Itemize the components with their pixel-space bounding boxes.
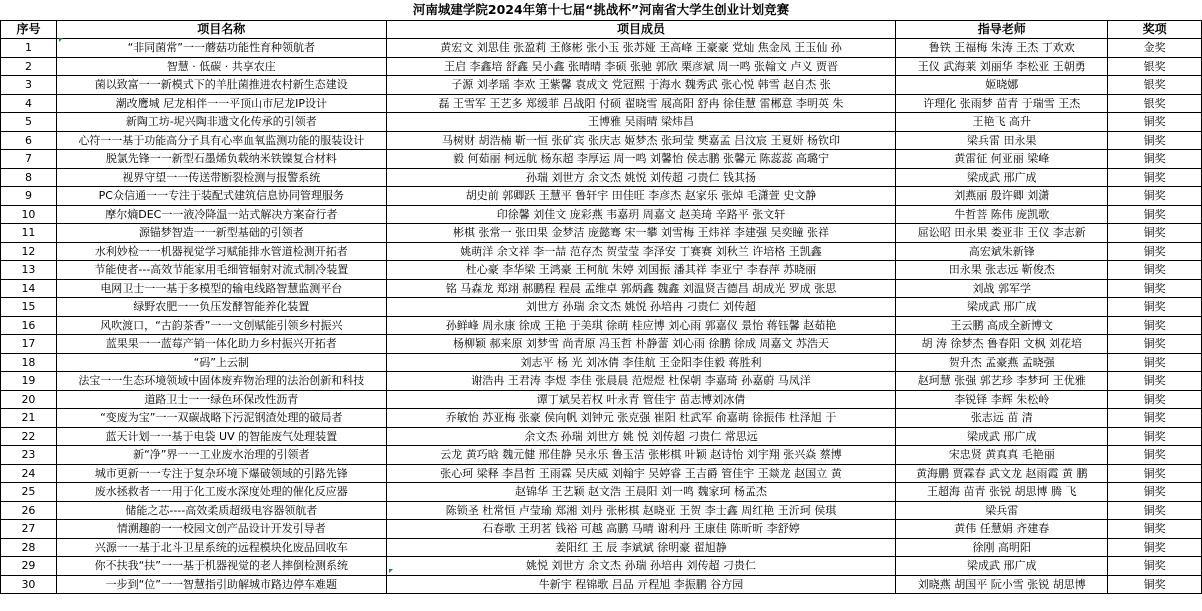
cell-project[interactable]: “变废为宝”一一双碳战略下污泥钢渣处理的破局者 (56, 409, 386, 428)
table-row (1, 464, 1202, 483)
cell-award[interactable]: 铜奖 (1108, 538, 1202, 557)
cell-project[interactable]: “非同菌常”一一蘑菇功能性育种领航者 (56, 39, 386, 58)
cell-no[interactable]: 22 (1, 427, 57, 446)
cell-no[interactable]: 26 (1, 501, 57, 520)
cell-advisors[interactable]: 田永果 张志远 靳俊杰 (896, 261, 1108, 280)
cell-project[interactable]: “码”上云制 (56, 353, 386, 372)
cell-project[interactable]: 风吹渡口，“古韵茶香”一一文创赋能引领乡村振兴 (56, 316, 386, 335)
cell-award[interactable]: 铜奖 (1108, 298, 1202, 317)
cell-award[interactable]: 铜奖 (1108, 168, 1202, 187)
cell-members[interactable]: 孙瑞 刘世方 余文杰 姚悦 刘传超 刁贵仁 钱其扬 (386, 168, 896, 187)
table-row (1, 353, 1202, 372)
cell-advisors[interactable]: 贺升杰 孟豪燕 孟晓强 (896, 353, 1108, 372)
cell-members[interactable]: 毅 何茹丽 柯远航 杨东超 李厚运 周一鸣 刘馨怡 侯志鹏 张馨元 陈蕊蕊 高璐宁 (386, 150, 896, 169)
cell-members[interactable]: 铭 马森龙 郑翊 郝鹏程 程晨 孟维卓 郭炳鑫 魏鑫 刘温贤吉德昌 胡成光 罗成 张思 (386, 279, 896, 298)
cell-award[interactable]: 铜奖 (1108, 372, 1202, 391)
table-row (1, 131, 1202, 150)
cell-members[interactable]: 张心珂 梁释 李昌哲 王雨霖 吴庆威 刘翰宇 吴婷睿 王吉爵 管佳宇 王燚龙 赵国立 黄 (386, 464, 896, 483)
cell-members[interactable]: 石春歌 王玥茗 钱裕 可越 高鹏 马晴 谢利丹 王康佳 陈昕昕 李舒婷 (386, 520, 896, 539)
cell-advisors[interactable]: 屈讼昭 田永果 娄亚非 王仪 李志新 (896, 224, 1108, 243)
table-row (1, 575, 1202, 594)
cell-award[interactable]: 铜奖 (1108, 242, 1202, 261)
cell-no[interactable]: 27 (1, 520, 57, 539)
cell-members[interactable]: 赵锦华 王艺颖 赵文浩 王晨阳 刘一鸣 魏家珂 杨孟杰 (386, 483, 896, 502)
cell-project[interactable]: PC众信通一一专注于装配式建筑信息协同管理服务 (56, 187, 386, 206)
cell-award[interactable]: 铜奖 (1108, 501, 1202, 520)
cell-no[interactable]: 18 (1, 353, 57, 372)
cell-project[interactable]: 智慧 · 低碳 · 共享农庄 (56, 57, 386, 76)
cell-no[interactable]: 21 (1, 409, 57, 428)
cell-members[interactable]: 刘志平 杨 光 刘冰倩 李佳航 王金阳李佳毅 蒋胜利 (386, 353, 896, 372)
header-award: 奖项 (1108, 21, 1202, 39)
cell-award[interactable]: 铜奖 (1108, 205, 1202, 224)
comment-marker (389, 569, 393, 573)
cell-project[interactable]: 你不扶我“扶”一一基于机器视觉的老人摔倒检测系统 (56, 557, 386, 576)
cell-no[interactable]: 19 (1, 372, 57, 391)
cell-award[interactable]: 银奖 (1108, 57, 1202, 76)
table-header-row (1, 21, 1202, 39)
header-no: 序号 (1, 21, 57, 39)
cell-award[interactable]: 铜奖 (1108, 335, 1202, 354)
cell-members[interactable]: 云龙 黄巧晗 魏元健 邢佳静 吴永乐 鲁玉洁 张彬棋 叶颖 赵诗怡 刘宇翔 张兴焱 蔡博 (386, 446, 896, 465)
cell-award[interactable]: 铜奖 (1108, 131, 1202, 150)
cell-members[interactable]: 姚萌洋 余文祥 李一喆 范存杰 贺莹莹 李泽安 丁赛赛 刘秋兰 许培格 王凯鑫 (386, 242, 896, 261)
cell-award[interactable]: 铜奖 (1108, 427, 1202, 446)
table-row (1, 557, 1202, 576)
cell-award[interactable]: 铜奖 (1108, 390, 1202, 409)
cell-project[interactable]: 菌以致富一一新模式下的羊肚菌推进农村新生态建设 (56, 76, 386, 95)
cell-no[interactable]: 15 (1, 298, 57, 317)
table-row (1, 113, 1202, 132)
cell-advisors[interactable]: 牛哲菩 陈伟 庞凯歌 (896, 205, 1108, 224)
cell-award[interactable]: 银奖 (1108, 76, 1202, 95)
cell-members[interactable]: 马树财 胡浩楠 靳一恒 张矿宾 张庆志 姬梦杰 张珂莹 樊嘉孟 吕汶宸 王夏妍 杨钦印 (386, 131, 896, 150)
cell-award[interactable]: 铜奖 (1108, 279, 1202, 298)
cell-project[interactable]: 新“净”界一一工业废水治理的引领者 (56, 446, 386, 465)
cell-project[interactable]: 蓝天计划一一基于电袋 UV 的智能废气处理装置 (56, 427, 386, 446)
table-row (1, 187, 1202, 206)
table-row (1, 261, 1202, 280)
cell-project[interactable]: 兴源一一基于北斗卫星系统的远程模块化废品回收车 (56, 538, 386, 557)
cell-advisors[interactable]: 梁成武 邢广成 (896, 168, 1108, 187)
cell-no[interactable]: 11 (1, 224, 57, 243)
cell-members[interactable]: 杨柳颖 郝来原 刘梦雪 尚青原 冯玉哲 朴静蕾 刘心雨 徐鹏 徐成 周嘉文 苏浩天 (386, 335, 896, 354)
cell-project[interactable]: 废水拯救者一一用于化工废水深度处理的催化反应器 (56, 483, 386, 502)
cell-no[interactable]: 10 (1, 205, 57, 224)
cell-members[interactable]: 孙鲜峰 周永康 徐成 王艳 于美琪 徐萌 桂应博 刘心雨 郭嘉仪 景怡 蒋钰馨 赵茹艳 (386, 316, 896, 335)
table-row (1, 242, 1202, 261)
cell-award[interactable]: 银奖 (1108, 94, 1202, 113)
cell-advisors[interactable]: 刘战 郭军学 (896, 279, 1108, 298)
cell-members[interactable]: 黄宏文 刘思佳 张盈莉 王修彬 张小玉 张苏娅 王高峰 王豪豪 党灿 焦金凤 王玉仙 孙 (386, 39, 896, 58)
cell-no[interactable]: 14 (1, 279, 57, 298)
cell-project[interactable]: 一步到“位”一一智慧指引助解城市路边停车难题 (56, 575, 386, 594)
table-row (1, 335, 1202, 354)
cell-project[interactable]: 情溯趣韵一一校园文创产品设计开发引导者 (56, 520, 386, 539)
table-row (1, 298, 1202, 317)
cell-no[interactable]: 30 (1, 575, 57, 594)
cell-advisors[interactable]: 黄雷征 何亚丽 梁峰 (896, 150, 1108, 169)
cell-advisors[interactable]: 胡 涛 徐梦杰 鲁春阳 文枫 刘花培 (896, 335, 1108, 354)
cell-advisors[interactable]: 刘晓燕 胡国平 阮小雪 张锐 胡思博 (896, 575, 1108, 594)
cell-no[interactable]: 2 (1, 57, 57, 76)
cell-award[interactable]: 铜奖 (1108, 483, 1202, 502)
cell-project[interactable]: 道路卫士一一绿色环保改性沥青 (56, 390, 386, 409)
cell-advisors[interactable]: 徐刚 高明阳 (896, 538, 1108, 557)
cell-project[interactable]: 储能之芯----高效柔质超级电容器领航者 (56, 501, 386, 520)
cell-advisors[interactable]: 李锐铎 李辉 朱松岭 (896, 390, 1108, 409)
cell-project[interactable]: 潮改鹰城 尼龙相伴一一平顶山市尼龙IP设计 (56, 94, 386, 113)
cell-project[interactable]: 心符一一基于功能高分子具有心率血氧监测功能的服装设计 (56, 131, 386, 150)
table-body (1, 39, 1202, 594)
cell-award[interactable]: 铜奖 (1108, 261, 1202, 280)
header-members: 项目成员 (386, 21, 896, 39)
cell-award[interactable]: 金奖 (1108, 39, 1202, 58)
cell-project[interactable]: 源锚梦智造一一新型基础的引领者 (56, 224, 386, 243)
cell-members[interactable]: 乔敏怡 苏亚梅 张豪 侯向帆 刘钟元 张克强 崔阳 杜武军 俞嘉萌 徐振伟 杜泽旭 于 (386, 409, 896, 428)
cell-advisors[interactable]: 王超海 苗青 张锐 胡思博 腾 飞 (896, 483, 1108, 502)
table-row (1, 150, 1202, 169)
cell-project[interactable]: 节能使者---高效节能家用毛细管辐射对流式制冷装置 (56, 261, 386, 280)
cell-advisors[interactable]: 王云鹏 高成全新博文 (896, 316, 1108, 335)
cell-award[interactable]: 铜奖 (1108, 557, 1202, 576)
table-row (1, 39, 1202, 58)
cell-advisors[interactable]: 张志远 苗 清 (896, 409, 1108, 428)
table-row (1, 501, 1202, 520)
cell-members[interactable]: 谢浩冉 王君涛 李煜 李佳 张晨晨 范煜煜 杜保朝 李嘉琦 孙嘉蔚 马凤洋 (386, 372, 896, 391)
cell-project[interactable]: 视界守望一一传送带断裂检测与报警系统 (56, 168, 386, 187)
sheet-title: 河南城建学院2024年第十七届“挑战杯”河南省大学生创业计划竞赛 (412, 2, 790, 17)
cell-no[interactable]: 9 (1, 187, 57, 206)
table-row (1, 279, 1202, 298)
cell-advisors[interactable]: 梁兵雷 田永果 (896, 131, 1108, 150)
cell-advisors[interactable]: 黄伟 任慧娟 齐建春 (896, 520, 1108, 539)
cell-members[interactable]: 磊 王雪军 王艺多 郑缓菲 吕战阳 付硕 翟晓雪 展高阳 舒冉 徐佳慧 雷郴意 李明英 朱 (386, 94, 896, 113)
cell-advisors[interactable]: 王艳飞 高升 (896, 113, 1108, 132)
table-row (1, 520, 1202, 539)
cell-no[interactable]: 5 (1, 113, 57, 132)
cell-members[interactable]: 刘世方 孙瑞 余文杰 姚悦 孙培冉 刁贵仁 刘传超 (386, 298, 896, 317)
cell-advisors[interactable]: 高宏斌朱新锋 (896, 242, 1108, 261)
cell-award[interactable]: 铜奖 (1108, 520, 1202, 539)
cell-advisors[interactable]: 宋忠贤 黄真真 毛艳丽 (896, 446, 1108, 465)
cell-advisors[interactable]: 许理化 张雨梦 苗青 于瑞雪 王杰 (896, 94, 1108, 113)
cell-project[interactable]: 水利妙检一一机器视觉学习赋能排水管道检测开拓者 (56, 242, 386, 261)
cell-award[interactable]: 铜奖 (1108, 575, 1202, 594)
cell-no[interactable]: 13 (1, 261, 57, 280)
cell-no[interactable]: 29 (1, 557, 57, 576)
cell-no[interactable]: 8 (1, 168, 57, 187)
cell-advisors[interactable]: 梁兵雷 (896, 501, 1108, 520)
cell-project[interactable]: 城市更新一一专注于复杂环境下爆破领域的引路先锋 (56, 464, 386, 483)
cell-award[interactable]: 铜奖 (1108, 409, 1202, 428)
cell-no[interactable]: 4 (1, 94, 57, 113)
cell-advisors[interactable]: 赵珂慧 张强 郭艺珍 李梦珂 王优雅 (896, 372, 1108, 391)
cell-award[interactable]: 铜奖 (1108, 224, 1202, 243)
table-row (1, 372, 1202, 391)
table-row (1, 427, 1202, 446)
table-row (1, 76, 1202, 95)
cell-project[interactable]: 蓝果果一一蓝莓产销一体化助力乡村振兴开拓者 (56, 335, 386, 354)
cell-award[interactable]: 铜奖 (1108, 316, 1202, 335)
cell-award[interactable]: 铜奖 (1108, 353, 1202, 372)
cell-members[interactable]: 姚悦 刘世方 余文杰 孙瑞 孙培冉 刘传超 刁贵仁 (386, 557, 896, 576)
cell-members[interactable]: 姜阳红 王 辰 李斌斌 徐明豪 翟旭静 (386, 538, 896, 557)
comment-marker (59, 38, 63, 42)
cell-members[interactable]: 印徐馨 刘佳文 庞彩燕 韦嘉玥 周嘉文 赵美琦 辛路平 张文轩 (386, 205, 896, 224)
table-row (1, 483, 1202, 502)
cell-project[interactable]: 脱氯先锋一一新型石墨烯负载纳米铁镍复合材料 (56, 150, 386, 169)
cell-award[interactable]: 铜奖 (1108, 150, 1202, 169)
cell-no[interactable]: 20 (1, 390, 57, 409)
cell-advisors[interactable]: 姬晓娜 (896, 76, 1108, 95)
cell-no[interactable]: 24 (1, 464, 57, 483)
table-row (1, 57, 1202, 76)
table-row (1, 94, 1202, 113)
cell-members[interactable]: 胡史前 郭卿跃 王慧平 鲁轩宇 田佳旺 李彦杰 赵家乐 张焯 毛潇萱 史文静 (386, 187, 896, 206)
cell-advisors[interactable]: 王仪 武海莱 刘丽华 李松亚 王朝勇 (896, 57, 1108, 76)
table-row (1, 446, 1202, 465)
table-row (1, 390, 1202, 409)
cell-members[interactable]: 子源 刘孝瑶 李欢 王紫馨 袁成文 党冠熙 于海水 魏秀武 张心悦 韩雪 赵自杰 张 (386, 76, 896, 95)
cell-award[interactable]: 铜奖 (1108, 113, 1202, 132)
cell-no[interactable]: 7 (1, 150, 57, 169)
cell-project[interactable]: 电网卫士一一基于多模型的输电线路智慧监测平台 (56, 279, 386, 298)
cell-award[interactable]: 铜奖 (1108, 464, 1202, 483)
cell-project[interactable]: 新陶工坊-坭兴陶非遗文化传承的引领者 (56, 113, 386, 132)
table-row (1, 409, 1202, 428)
cell-advisors[interactable]: 鲁铁 王福梅 朱涛 王杰 丁欢欢 (896, 39, 1108, 58)
cell-no[interactable]: 12 (1, 242, 57, 261)
cell-project[interactable]: 绿野农肥一一负压发酵智能养化装置 (56, 298, 386, 317)
cell-members[interactable]: 谭丁斌吴若权 叶永青 管佳宇 苗志博刘冰倩 (386, 390, 896, 409)
cell-award[interactable]: 铜奖 (1108, 187, 1202, 206)
cell-advisors[interactable]: 刘燕丽 殷许卿 刘潇 (896, 187, 1108, 206)
results-table (0, 20, 1202, 594)
cell-advisors[interactable]: 梁成武 邢广成 (896, 557, 1108, 576)
cell-members[interactable]: 陈锁圣 杜常恒 卢莹瑜 郑湘 刘丹 张彬棋 赵晓亚 王贺 李士鑫 周红艳 王沂珂 侯琪 (386, 501, 896, 520)
cell-members[interactable]: 彬棋 张常一 张田果 金梦洁 庞懿骞 宋一攀 刘雪梅 王炜祥 李建强 吴奕瞳 张祥 (386, 224, 896, 243)
cell-no[interactable]: 17 (1, 335, 57, 354)
table-row (1, 205, 1202, 224)
cell-no[interactable]: 3 (1, 76, 57, 95)
cell-no[interactable]: 25 (1, 483, 57, 502)
cell-award[interactable]: 铜奖 (1108, 446, 1202, 465)
table-row (1, 316, 1202, 335)
cell-members[interactable]: 牛新宇 程锦歌 吕品 亓程旭 李振鹏 谷方园 (386, 575, 896, 594)
cell-no[interactable]: 28 (1, 538, 57, 557)
cell-members[interactable]: 王启 李鑫培 舒鑫 吴小鑫 张晴晴 李硕 张驰 郭欣 栗彦斌 周一鸣 张翰文 卢义 贾晋 (386, 57, 896, 76)
cell-no[interactable]: 6 (1, 131, 57, 150)
cell-advisors[interactable]: 梁成武 邢广成 (896, 427, 1108, 446)
cell-advisors[interactable]: 梁成武 邢广成 (896, 298, 1108, 317)
table-row (1, 224, 1202, 243)
table-row (1, 168, 1202, 187)
cell-members[interactable]: 杜心豪 李华梁 王鸿豪 王柯航 朱婷 刘国振 潘其祥 李亚宁 李春萍 苏晓丽 (386, 261, 896, 280)
header-project: 项目名称 (56, 21, 386, 39)
cell-no[interactable]: 1 (1, 39, 57, 58)
cell-project[interactable]: 法宝一一生态环境领域中固体废弃物治理的法治创新和科技 (56, 372, 386, 391)
header-advisors: 指导老师 (896, 21, 1108, 39)
cell-no[interactable]: 16 (1, 316, 57, 335)
cell-no[interactable]: 23 (1, 446, 57, 465)
table-row (1, 538, 1202, 557)
cell-project[interactable]: 摩尔熵DEC一一液冷降温一站式解决方案奋行者 (56, 205, 386, 224)
cell-advisors[interactable]: 黄海鹏 贾霖春 武文龙 赵雨霞 黄 鹏 (896, 464, 1108, 483)
cell-members[interactable]: 王博雅 吴雨晴 梁炜昌 (386, 113, 896, 132)
cell-members[interactable]: 余文杰 孙瑞 刘世方 姚 悦 刘传超 刁贵仁 常思远 (386, 427, 896, 446)
